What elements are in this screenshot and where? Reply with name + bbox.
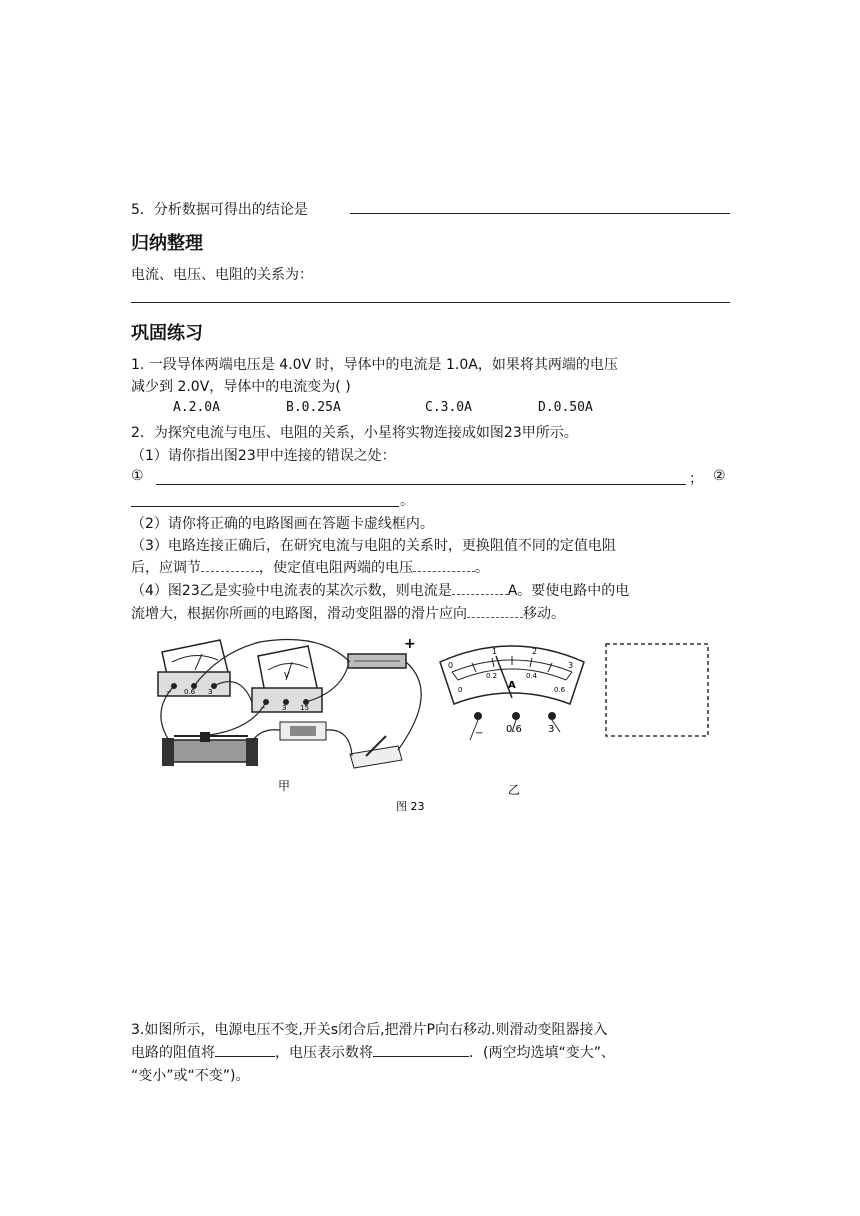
rheostat bbox=[162, 732, 258, 766]
q1-line1: 1. 一段导体两端电压是 4.0V 时，导体中的电流是 1.0A，如果将其两端的电压 bbox=[131, 357, 618, 373]
practice-heading: 巩固练习 bbox=[131, 323, 203, 344]
q3-line2: 电路的阻值将 ，电压表示数将 ．(两空均选填“变大”、 bbox=[131, 1042, 615, 1062]
voltmeter-term-3: 3 bbox=[282, 704, 287, 712]
q1-line2: 减少到 2.0V，导体中的电流变为( ) bbox=[131, 379, 351, 395]
q1-option-c: C.3.0A bbox=[425, 400, 472, 415]
q2-intro: 2．为探究电流与电压、电阻的关系，小星将实物连接成如图23甲所示。 bbox=[131, 425, 578, 441]
dial-bottom-02: 0.2 bbox=[486, 672, 498, 680]
q2-error2-line bbox=[131, 506, 399, 507]
q3-blank-resistance bbox=[215, 1042, 275, 1057]
q2-part2: （2）请你将正确的电路图画在答题卡虚线框内。 bbox=[131, 516, 434, 532]
q2-error1-line bbox=[156, 484, 686, 485]
q1-option-d: D.0.50A bbox=[538, 400, 593, 415]
conclusion-prompt bbox=[131, 199, 308, 219]
dial-bottom-06: 0.6 bbox=[554, 686, 566, 694]
svg-text:V: V bbox=[284, 671, 290, 680]
conclusion-label: 5．分析数据可得出的结论是 bbox=[131, 202, 308, 218]
battery-plus-label: + bbox=[404, 636, 416, 652]
q2-blank-adjust bbox=[201, 557, 259, 572]
dial-term-neg: − bbox=[475, 728, 484, 739]
q2-period: 。 bbox=[400, 493, 414, 509]
summary-answer-line bbox=[131, 302, 730, 303]
q3-line1: 3.如图所示，电源电压不变,开关s闭合后,把滑片P向右移动.则滑动变阻器接入 bbox=[131, 1022, 608, 1038]
dial-top-2: 2 bbox=[532, 647, 538, 656]
q2-blank-voltage bbox=[413, 557, 475, 572]
q2-mark2: ② bbox=[713, 468, 726, 484]
dial-unit: A bbox=[508, 680, 516, 691]
dial-top-1: 1 bbox=[492, 647, 498, 656]
summary-heading: 归纳整理 bbox=[131, 233, 203, 254]
voltmeter-term-15: 15 bbox=[300, 704, 309, 712]
battery bbox=[348, 636, 416, 668]
q2-semicolon: ； bbox=[689, 471, 703, 487]
ammeter-term-3: 3 bbox=[208, 688, 213, 696]
q2-part3-line1: （3）电路连接正确后，在研究电流与电阻的关系时，更换阻值不同的定值电阻 bbox=[131, 538, 616, 554]
q2-blank-current bbox=[452, 580, 508, 595]
ammeter-term-06: 0.6 bbox=[184, 688, 196, 696]
dial-bottom-04: 0.4 bbox=[526, 672, 538, 680]
dial-term-06: 0.6 bbox=[506, 724, 522, 735]
voltmeter-device bbox=[252, 646, 322, 712]
voltmeter-term-neg: − bbox=[260, 704, 266, 712]
fixed-resistor bbox=[280, 722, 326, 740]
q2-part1: （1）请你指出图23甲中连接的错误之处： bbox=[131, 448, 396, 464]
dial-top-0: 0 bbox=[448, 661, 454, 670]
label-jia: 甲 bbox=[278, 779, 291, 793]
q3-blank-voltmeter bbox=[373, 1042, 469, 1057]
conclusion-answer-line bbox=[350, 213, 730, 214]
q2-part3-line2: 后，应调节 ，使定值电阻两端的电压 。 bbox=[131, 557, 489, 577]
ammeter-device bbox=[158, 640, 230, 696]
dial-bottom-0: 0 bbox=[458, 686, 463, 694]
q1-option-a: A.2.0A bbox=[173, 400, 220, 415]
ammeter-term-neg: − bbox=[166, 688, 172, 696]
dial-term-3: 3 bbox=[548, 724, 555, 735]
q2-mark1: ① bbox=[131, 468, 144, 484]
label-yi: 乙 bbox=[508, 783, 521, 797]
answer-box bbox=[606, 644, 708, 736]
switch bbox=[350, 736, 402, 768]
q2-part4-line1: （4）图23乙是实验中电流表的某次示数，则电流是 A。要使电路中的电 bbox=[131, 580, 629, 600]
q3-line3: “变小”或“不变”)。 bbox=[131, 1068, 250, 1084]
figure-23 bbox=[140, 632, 720, 817]
ammeter-dial bbox=[440, 646, 584, 740]
q1-option-b: B.0.25A bbox=[286, 400, 341, 415]
dial-top-3: 3 bbox=[568, 661, 574, 670]
q2-blank-direction bbox=[467, 603, 523, 618]
q2-part4-line2: 流增大，根据你所画的电路图，滑动变阻器的滑片应向 移动。 bbox=[131, 603, 565, 623]
figure-caption: 图 23 bbox=[396, 800, 425, 813]
summary-text: 电流、电压、电阻的关系为： bbox=[131, 267, 313, 283]
